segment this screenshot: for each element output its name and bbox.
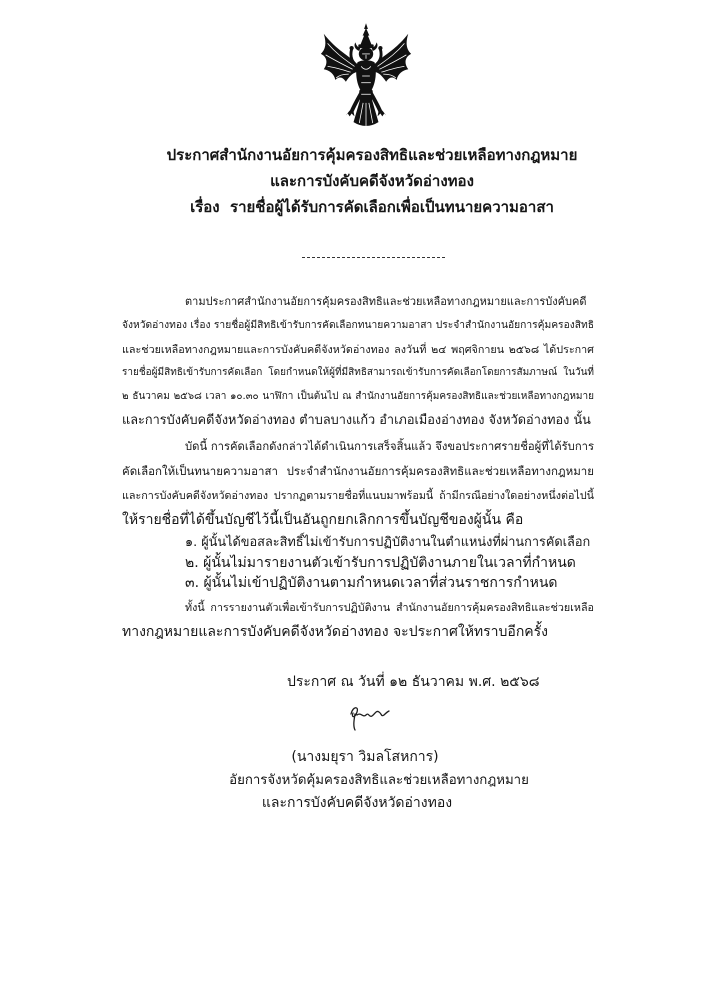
paragraph-line: รายชื่อผู้มีสิทธิเข้ารับการคัดเลือก โดยกำหนดให้ผู้ที่มีสิทธิสามารถเข้ารับการคัดเลือกโดยการสัมภาษณ์ ในวันที่ [122,367,594,379]
garuda-emblem [318,22,414,130]
paragraph-line: ตามประกาศสำนักงานอัยการคุ้มครองสิทธิและช่วยเหลือทางกฎหมายและการบังคับคดี [185,295,587,308]
paragraph-2 [122,435,594,532]
signer-position-line-2: และการบังคับคดีจังหวัดอ่างทอง [261,795,453,811]
handwritten-signature [345,700,391,732]
list-item: ๓. ผู้นั้นไม่เข้าปฏิบัติงานตามกำหนดเวลาที่ส่วนราชการกำหนด [185,575,558,591]
paragraph-line: และช่วยเหลือทางกฎหมายและการบังคับคดีจังหวัดอ่างทอง ลงวันที่ ๒๔ พฤศจิกายน ๒๕๖๘ ได้ประกาศ [122,342,594,356]
paragraph-line: ให้รายชื่อที่ได้ขึ้นบัญชีไว้นี้เป็นอันถูกยกเลิกการขึ้นบัญชีของผู้นั้น คือ [122,511,524,528]
paragraph-line: ทั้งนี้ การรายงานตัวเพื่อเข้ารับการปฏิบัติงาน สำนักงานอัยการคุ้มครองสิทธิและช่วยเหลือ [185,601,594,614]
paragraph-line: และการบังคับคดีจังหวัดอ่างทอง ตำบลบางแก้ว อำเภอเมืองอ่างทอง จังหวัดอ่างทอง นั้น [122,412,591,428]
paragraph-line: ทางกฎหมายและการบังคับคดีจังหวัดอ่างทอง จะประกาศให้ทราบอีกครั้ง [122,624,549,640]
title-line-1: ประกาศสำนักงานอัยการคุ้มครองสิทธิและช่วยเหลือทางกฎหมาย [166,146,578,164]
announcement-title [122,142,622,220]
paragraph-line: และการบังคับคดีจังหวัดอ่างทอง ปรากฏตามรายชื่อที่แนบมาพร้อมนี้ ถ้ามีกรณีอย่างใดอย่างหนึ่งต่อไปนี้ [122,488,594,502]
paragraph-1 [122,290,594,433]
paragraph-line: ๒ ธันวาคม ๒๕๖๘ เวลา ๑๐.๓๐ นาฬิกา เป็นต้นไป ณ สำนักงานอัยการคุ้มครองสิทธิและช่วยเหลือทางกฎหมาย [122,391,594,403]
announcement-date: ประกาศ ณ วันที่ ๑๒ ธันวาคม พ.ศ. ๒๕๖๘ [287,674,540,690]
list-item: ๒. ผู้นั้นไม่มารายงานตัวเข้ารับการปฏิบัติงานภายในเวลาที่กำหนด [185,555,576,571]
paragraph-3 [122,596,594,644]
signer-position-line-1: อัยการจังหวัดคุ้มครองสิทธิและช่วยเหลือทางกฎหมาย [229,773,529,788]
paragraph-line: บัดนี้ การคัดเลือกดังกล่าวได้ดำเนินการเสร็จสิ้นแล้ว จึงขอประกาศรายชื่อผู้ที่ได้รับการ [185,440,594,453]
signer-name: (นางมยุรา วิมลโสหการ) [291,749,439,765]
disqualification-list [122,533,594,593]
paragraph-line: คัดเลือกให้เป็นทนายความอาสา ประจำสำนักงานอัยการคุ้มครองสิทธิและช่วยเหลือทางกฎหมาย [122,464,594,479]
title-subject-line: เรื่อง รายชื่อผู้ได้รับการคัดเลือกเพื่อเป็นทนายความอาสา [190,198,554,216]
title-line-2: และการบังคับคดีจังหวัดอ่างทอง [270,172,474,190]
title-divider [302,257,445,258]
list-item: ๑. ผู้นั้นได้ขอสละสิทธิ์ไม่เข้ารับการปฏิบัติงานในตำแหน่งที่ผ่านการคัดเลือก [185,535,591,550]
paragraph-line: จังหวัดอ่างทอง เรื่อง รายชื่อผู้มีสิทธิเข้ารับการคัดเลือกทนายความอาสา ประจำสำนักงานอัยการคุ้มครองสิทธิ [122,318,594,331]
